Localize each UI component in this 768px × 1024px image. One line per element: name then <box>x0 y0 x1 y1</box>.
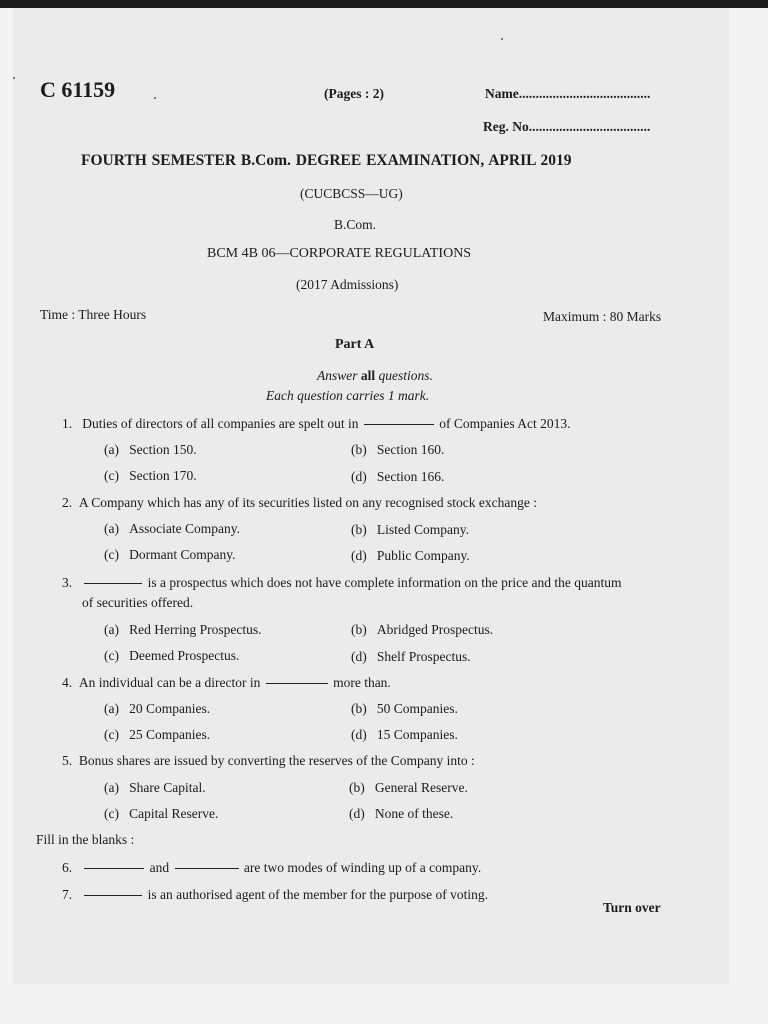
marks-per-question: Each question carries 1 mark. <box>266 388 430 403</box>
question-3-option-a: (a) Red Herring Prospectus. <box>104 622 262 637</box>
course-name: B.Com. <box>334 217 377 232</box>
question-3-continuation: of securities offered. <box>82 595 194 610</box>
answer-blank <box>364 424 434 425</box>
reg-no-field-label: Reg. No.................................... <box>483 119 651 134</box>
question-5-option-d: (d) None of these. <box>349 806 454 821</box>
question-3: 3. is a prospectus which does not have complete information on the price and the quantum <box>62 575 622 590</box>
answer-blank <box>84 895 142 896</box>
scan-top-edge <box>0 0 768 8</box>
question-2-option-d: (d) Public Company. <box>351 548 470 563</box>
scan-speck <box>13 77 15 79</box>
answer-blank <box>175 868 239 869</box>
question-5-option-a: (a) Share Capital. <box>104 780 206 795</box>
question-3-option-c: (c) Deemed Prospectus. <box>104 648 240 663</box>
question-4-option-c: (c) 25 Companies. <box>104 727 211 742</box>
paper-title: BCM 4B 06—CORPORATE REGULATIONS <box>207 246 472 261</box>
question-1-option-b: (b) Section 160. <box>351 442 445 457</box>
question-5: 5. Bonus shares are issued by converting the reserves of the Company into : <box>62 753 475 768</box>
answer-blank <box>84 868 144 869</box>
question-1-option-a: (a) Section 150. <box>104 442 197 457</box>
answer-blank <box>84 583 142 584</box>
question-4-option-a: (a) 20 Companies. <box>104 701 211 716</box>
paper-code-number: C 61159 <box>40 77 116 102</box>
turn-over-note: Turn over <box>603 900 661 915</box>
question-5-option-b: (b) General Reserve. <box>349 780 468 795</box>
question-4-option-b: (b) 50 Companies. <box>351 701 458 716</box>
name-field-label: Name....................................... <box>485 86 651 101</box>
admissions-year: (2017 Admissions) <box>296 277 399 292</box>
question-1: 1. Duties of directors of all companies are spelt out in of Companies Act 2013. <box>62 416 571 431</box>
question-6: 6. and are two modes of winding up of a company. <box>62 860 482 875</box>
question-3-option-d: (d) Shelf Prospectus. <box>351 649 471 664</box>
question-2-option-c: (c) Dormant Company. <box>104 547 236 562</box>
question-2-option-a: (a) Associate Company. <box>104 521 240 536</box>
fill-in-the-blanks-heading: Fill in the blanks : <box>36 832 135 847</box>
part-a-heading: Part A <box>335 337 375 352</box>
page-count: (Pages : 2) <box>324 86 384 101</box>
question-1-option-d: (d) Section 166. <box>351 469 445 484</box>
question-2-option-b: (b) Listed Company. <box>351 522 469 537</box>
part-a-instruction: Answer all questions. <box>317 368 433 383</box>
question-3-option-b: (b) Abridged Prospectus. <box>351 622 494 637</box>
question-1-option-c: (c) Section 170. <box>104 468 197 483</box>
question-7: 7. is an authorised agent of the member for the purpose of voting. <box>62 887 489 902</box>
question-4-option-d: (d) 15 Companies. <box>351 727 458 742</box>
scan-speck <box>501 38 503 40</box>
question-2: 2. A Company which has any of its securities listed on any recognised stock exchange : <box>62 495 538 510</box>
scan-speck <box>154 97 156 99</box>
exam-scheme: (CUCBCSS—UG) <box>300 186 403 201</box>
exam-title: FOURTH SEMESTER B.Com. DEGREE EXAMINATION, APRIL 2019 <box>81 152 572 169</box>
question-4: 4. An individual can be a director in more than. <box>62 675 391 690</box>
question-5-option-c: (c) Capital Reserve. <box>104 806 219 821</box>
answer-blank <box>266 683 328 684</box>
exam-duration: Time : Three Hours <box>40 307 147 322</box>
maximum-marks: Maximum : 80 Marks <box>543 309 662 324</box>
